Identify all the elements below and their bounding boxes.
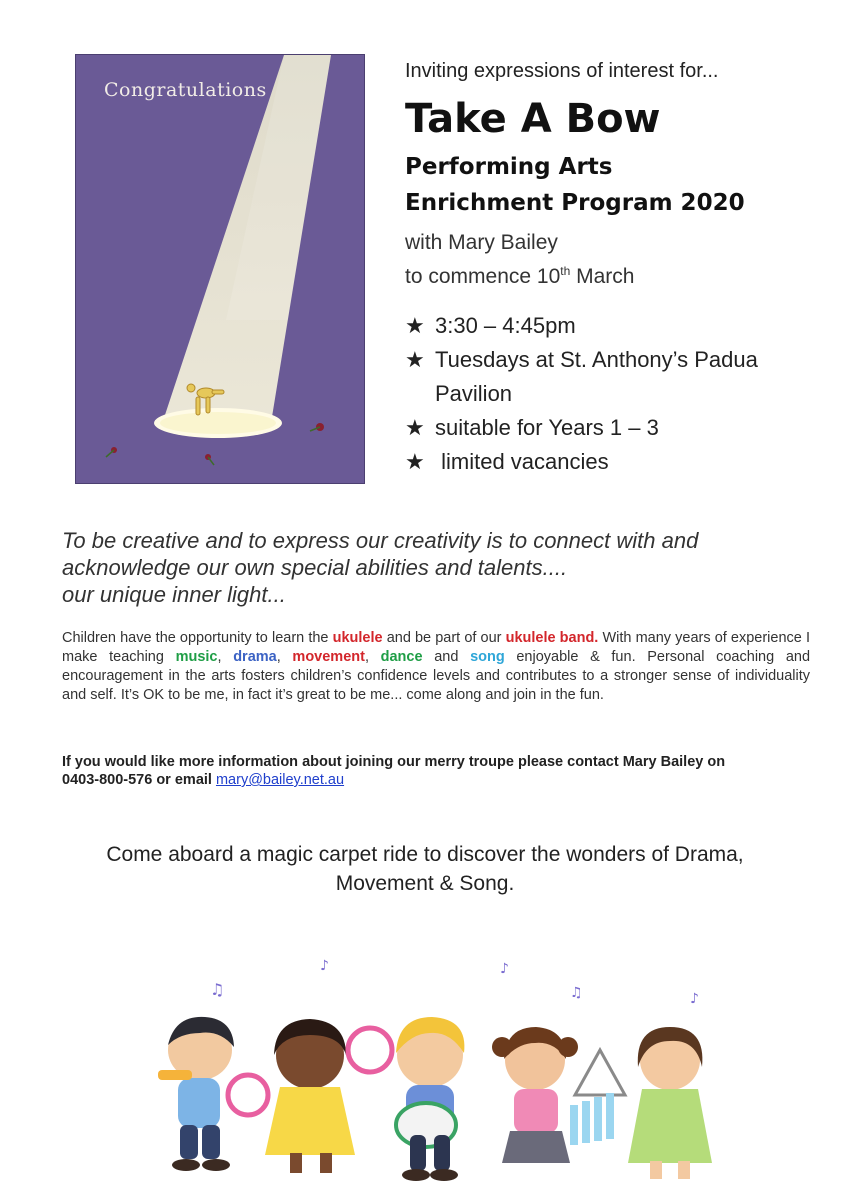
svg-text:♫: ♫	[210, 980, 225, 999]
with-line: with Mary Bailey	[405, 231, 558, 254]
keyword-drama: drama	[233, 649, 277, 665]
music-note-icon	[210, 958, 699, 1007]
detail-time: 3:30 – 4:45pm	[435, 313, 576, 338]
star-icon: ★	[405, 449, 425, 474]
keyword-ukulele: ukulele	[332, 630, 383, 646]
list-item	[405, 343, 825, 411]
star-icon: ★	[405, 347, 425, 372]
children-music-illustration	[130, 955, 730, 1190]
closing-text	[60, 840, 790, 898]
body-text: enjoyable & fun. Personal coaching and encouragement in the arts fosters children’s confidence levels and contributes to a stronger sense of individuality and self. It’s OK to be me, in fact it’s great to be me... come along and join in the fun.	[62, 649, 811, 703]
list-item	[405, 309, 825, 343]
child-figure	[158, 1017, 234, 1171]
commence-sup: th	[560, 264, 571, 278]
body-text: ,	[217, 649, 234, 665]
commence-line	[405, 257, 825, 291]
list-item	[405, 411, 825, 445]
commence-prefix: to commence 10	[405, 265, 561, 288]
body-text: ,	[276, 649, 293, 665]
detail-location: Tuesdays at St. Anthony’s Padua Pavilion	[435, 347, 758, 406]
keyword-dance: dance	[380, 649, 423, 665]
body-text: With many years of experience I make teaching	[62, 630, 810, 665]
child-figure	[492, 1027, 625, 1163]
invite-text: Inviting expressions of interest for...	[405, 60, 719, 82]
keyword-music: music	[175, 649, 218, 665]
contact-phone: 0403-800-576 or email	[62, 772, 216, 788]
with-block	[405, 229, 825, 291]
svg-text:♪: ♪	[690, 991, 699, 1007]
keyword-song: song	[470, 649, 505, 665]
detail-vacancies: limited vacancies	[435, 449, 609, 474]
body-text: ,	[364, 649, 381, 665]
body-paragraph	[62, 629, 810, 705]
commence-suffix: March	[570, 265, 635, 288]
subtitle	[405, 149, 825, 221]
subtitle-line1: Performing Arts	[405, 154, 613, 180]
body-text: and	[422, 649, 471, 665]
contact-line: If you would like more information about joining our merry troupe please contact Mary Bailey on	[62, 754, 726, 770]
svg-text:♪: ♪	[500, 961, 509, 977]
quote	[62, 527, 822, 608]
star-icon: ★	[405, 313, 425, 338]
body-text: Children have the opportunity to learn the	[62, 630, 333, 646]
closing-line2: Movement & Song.	[335, 872, 515, 895]
svg-text:♫: ♫	[570, 985, 583, 1001]
card-congratulations-text: Congratulations	[104, 79, 267, 101]
detail-years: suitable for Years 1 – 3	[435, 415, 659, 440]
quote-line2: acknowledge our own special abilities and talents....	[62, 555, 568, 580]
keyword-movement: movement	[292, 649, 365, 665]
contact-phone-line	[62, 771, 802, 789]
congratulations-card-image	[75, 54, 365, 484]
child-figure	[228, 1019, 392, 1173]
keyword-ukulele-band: ukulele band.	[505, 630, 599, 646]
star-icon: ★	[405, 415, 425, 440]
page-title: Take A Bow	[405, 96, 661, 142]
child-figure	[396, 1017, 464, 1181]
list-item	[405, 445, 825, 479]
details-list	[405, 309, 825, 479]
email-link[interactable]: mary@bailey.net.au	[215, 772, 345, 788]
header-block	[405, 60, 825, 479]
svg-text:♪: ♪	[320, 958, 329, 974]
child-figure	[628, 1027, 712, 1179]
subtitle-line2: Enrichment Program 2020	[405, 190, 745, 216]
contact-block	[62, 753, 802, 789]
quote-line3: our unique inner light...	[62, 582, 286, 607]
body-text: and be part of our	[382, 630, 506, 646]
closing-line1: Come aboard a magic carpet ride to discover the wonders of Drama,	[106, 843, 744, 866]
quote-line1: To be creative and to express our creativity is to connect with and	[62, 528, 699, 553]
spotlight-illustration	[76, 55, 365, 484]
